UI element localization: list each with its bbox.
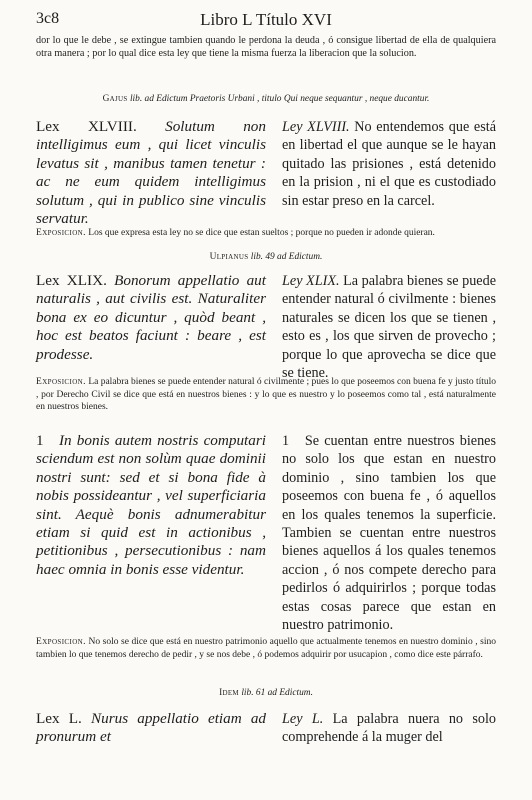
exposicion-label: Exposicion.	[36, 228, 86, 238]
exposicion-paragraph	[36, 376, 496, 416]
ley-label: Ley L.	[282, 711, 324, 727]
lex-label: Lex L.	[36, 710, 82, 727]
exposicion-label: Exposicion.	[36, 377, 86, 387]
spanish-text: La palabra nuera no solo comprehende á la muger del	[282, 711, 497, 746]
lex-label: Lex XLVIII.	[36, 118, 137, 135]
latin-text: Solutum non intelligimus eum , qui licet vinculis levatus sit , manibus tamen tenetur : ac ne eum quidem intelligimus solutum , qui in publico sine vinculis servatur.	[36, 118, 266, 228]
lex-label: Lex XLIX.	[36, 272, 107, 289]
running-title: Libro L Título XVI	[200, 10, 332, 29]
latin-text: Bonorum appellatio aut naturalis , aut civilis est. Naturaliter bona ex eo dicuntur , quòd beant , hoc est beatos faciunt : beare , est prodesse.	[36, 272, 266, 363]
running-head	[36, 10, 496, 32]
source-reference: lib. 49 ad Edictum.	[250, 252, 323, 262]
spanish-column-ley-49	[282, 272, 496, 382]
paragraph-number: 1	[282, 433, 290, 449]
latin-column-lex-49	[36, 272, 266, 368]
exposicion-text: No solo se dice que está en nuestro patrimonio aquello que actualmente tenemos en nuestro dominio , sino tambien lo que tenemos derecho de pedir , y se nos debe , ó podemos adquirir por usucapion , como dice este párrafo.	[36, 637, 496, 660]
source-author: Gajus	[102, 94, 128, 104]
latin-column-lex-48	[36, 118, 266, 228]
source-line-ulpianus	[36, 252, 496, 262]
paragraph-number: 1	[36, 432, 44, 449]
spanish-text: No entendemos que está en libertad el que aunque se le hayan quitado las prisiones , está detenido en la prision , ni el que es custodiado sin estar preso en la carcel.	[282, 119, 496, 209]
spanish-text: La palabra bienes se puede entender natural ó civilmente : bienes naturales se dicen los que se tienen , esto es , los que sirven de provecho ; porque lo que aprovecha se dice que se tiene.	[282, 273, 496, 382]
spanish-text: Se cuentan entre nuestros bienes no solo los que estan en nuestro dominio , sino tambien los que poseemos con buena fe , ó aquellos en los quales tenemos la superficie. Tambien se cuentan entre nuestros bienes aquellos á los quales tenemos accion , ó nos compete derecho para pedirlos ó adquirirlos ; porque todas estas cosas parece que estan en nuestro patrimonio.	[282, 433, 496, 634]
latin-text: In bonis autem nostris computari sciendum est non solùm quae dominii nostri sunt: sed et si bona fide à nobis possideantur , vel superficiaria sint. Aequè bonis adnumerabitur etiam si quid est in actionibus , petitionibus , persecutionibus : nam haec omnia in bonis esse videntur.	[36, 432, 266, 578]
source-reference: lib. 61 ad Edictum.	[241, 688, 313, 698]
spanish-column-ley-48	[282, 118, 496, 222]
exposicion-paragraph	[36, 227, 496, 253]
latin-column-paragraph-1	[36, 432, 266, 622]
source-line-idem	[36, 688, 496, 698]
latin-column-lex-50	[36, 710, 266, 750]
source-line-gajus	[36, 94, 496, 104]
source-author: Idem	[219, 688, 239, 698]
ley-label: Ley XLIX.	[282, 273, 340, 289]
exposicion-text: La palabra bienes se puede entender natural ó civilmente ; pues lo que poseemos con buena fe y justo título , por Derecho Civil se dice que está en nuestros bienes : y lo que es nuestro y lo poseemos como tal , está naturalmente en nuestros bienes.	[36, 377, 497, 413]
latin-text: Nurus appellatio etiam ad pronurum et	[36, 710, 267, 746]
exposicion-paragraph	[36, 636, 496, 676]
exposicion-label: Exposicion.	[36, 637, 86, 647]
exposicion-text: Los que expresa esta ley no se dice que estan sueltos ; porque no pueden ir adonde quieran.	[88, 228, 435, 238]
spanish-column-paragraph-1	[282, 432, 496, 634]
source-author: Ulpianus	[209, 252, 249, 262]
continuation-paragraph: dor lo que le debe , se extingue tambien quando le perdona la deuda , ó consigue libertad de ella de qualquiera otra manera ; por lo qual dice esta ley que tiene la misma fuerza la liberacion que la solucion.	[36, 35, 496, 60]
ley-label: Ley XLVIII.	[282, 119, 350, 135]
page-number: 3c8	[36, 10, 60, 27]
source-reference: lib. ad Edictum Praetoris Urbani , titulo Qui neque sequantur , neque ducantur.	[129, 94, 430, 104]
spanish-column-ley-50	[282, 710, 496, 750]
